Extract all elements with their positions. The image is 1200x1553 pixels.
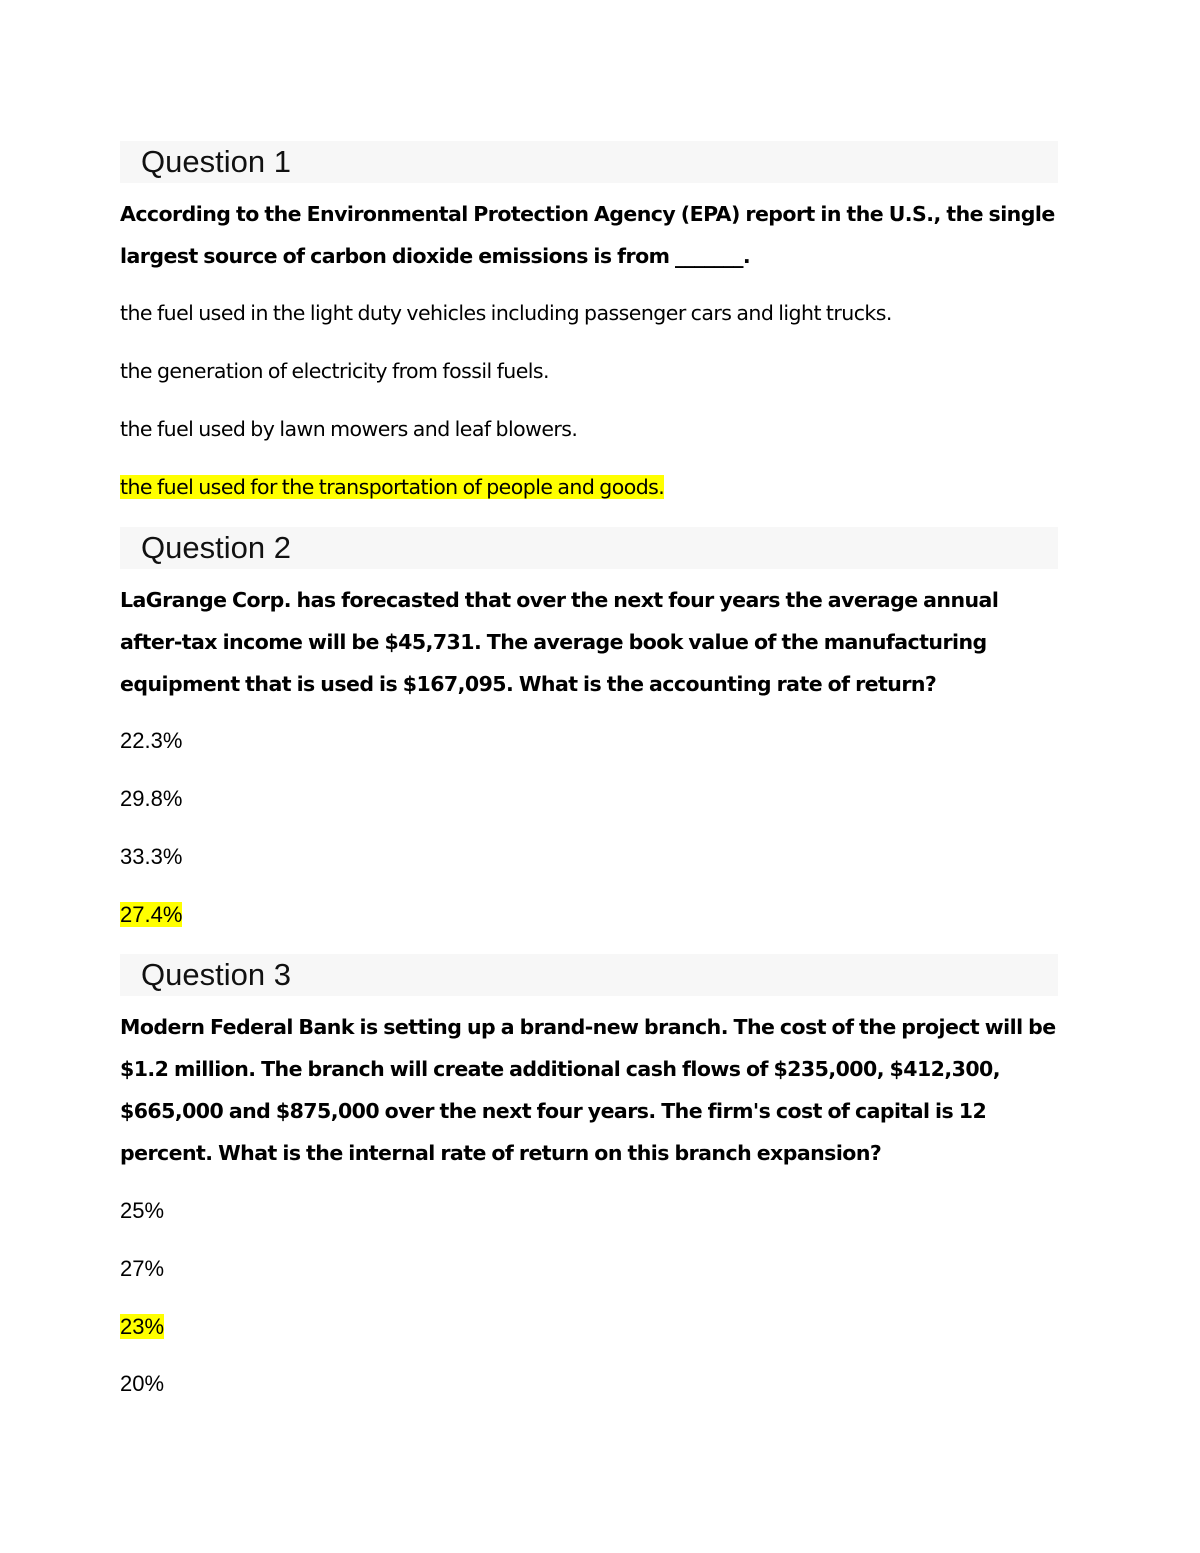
option-label: 33.3% xyxy=(120,844,183,869)
highlighted-answer: the fuel used for the transportation of people and goods. xyxy=(120,475,665,499)
question-3-option-1 xyxy=(120,1196,164,1226)
question-3-text: Modern Federal Bank is setting up a brand-new branch. The cost of the project will be $1.2 million. The branch will create additional cash flows of $235,000, $412,300, $665,000 and $875,000 over the next four years. The firm's cost of capital is 12 percent. What is the internal rate of return on this branch expansion? xyxy=(120,1015,1056,1165)
question-2-heading: Question 2 xyxy=(120,527,1058,569)
question-1-option-2 xyxy=(120,356,549,386)
question-1-text: According to the Environmental Protection Agency (EPA) report in the U.S., the single largest source of carbon dioxide emissions is from _______. xyxy=(120,202,1055,268)
option-label: the fuel used by lawn mowers and leaf blowers. xyxy=(120,417,578,441)
question-3-option-2 xyxy=(120,1254,164,1284)
question-2-option-4-highlighted xyxy=(120,900,182,930)
question-1-heading: Question 1 xyxy=(120,141,1058,183)
question-3-option-4 xyxy=(120,1369,164,1399)
question-2-option-3 xyxy=(120,842,182,872)
highlighted-answer: 27.4% xyxy=(120,902,183,927)
option-label: the fuel used in the light duty vehicles including passenger cars and light trucks. xyxy=(120,301,892,325)
option-label: the generation of electricity from fossil fuels. xyxy=(120,359,550,383)
question-1-option-4-highlighted xyxy=(120,472,664,502)
option-label: 20% xyxy=(120,1371,165,1396)
question-1-option-3 xyxy=(120,414,577,444)
question-2-option-1 xyxy=(120,726,182,756)
option-label: 25% xyxy=(120,1198,165,1223)
question-3-heading: Question 3 xyxy=(120,954,1058,996)
option-label: 22.3% xyxy=(120,728,183,753)
option-label: 27% xyxy=(120,1256,165,1281)
question-1-option-1 xyxy=(120,298,892,328)
highlighted-answer: 23% xyxy=(120,1314,165,1339)
question-2-text: LaGrange Corp. has forecasted that over the next four years the average annual after-tax income will be $45,731. The average book value of the manufacturing equipment that is used is $167,095. What is the accounting rate of return? xyxy=(120,588,999,696)
option-label: 29.8% xyxy=(120,786,183,811)
question-2-option-2 xyxy=(120,784,182,814)
question-3-option-3-highlighted xyxy=(120,1312,164,1342)
